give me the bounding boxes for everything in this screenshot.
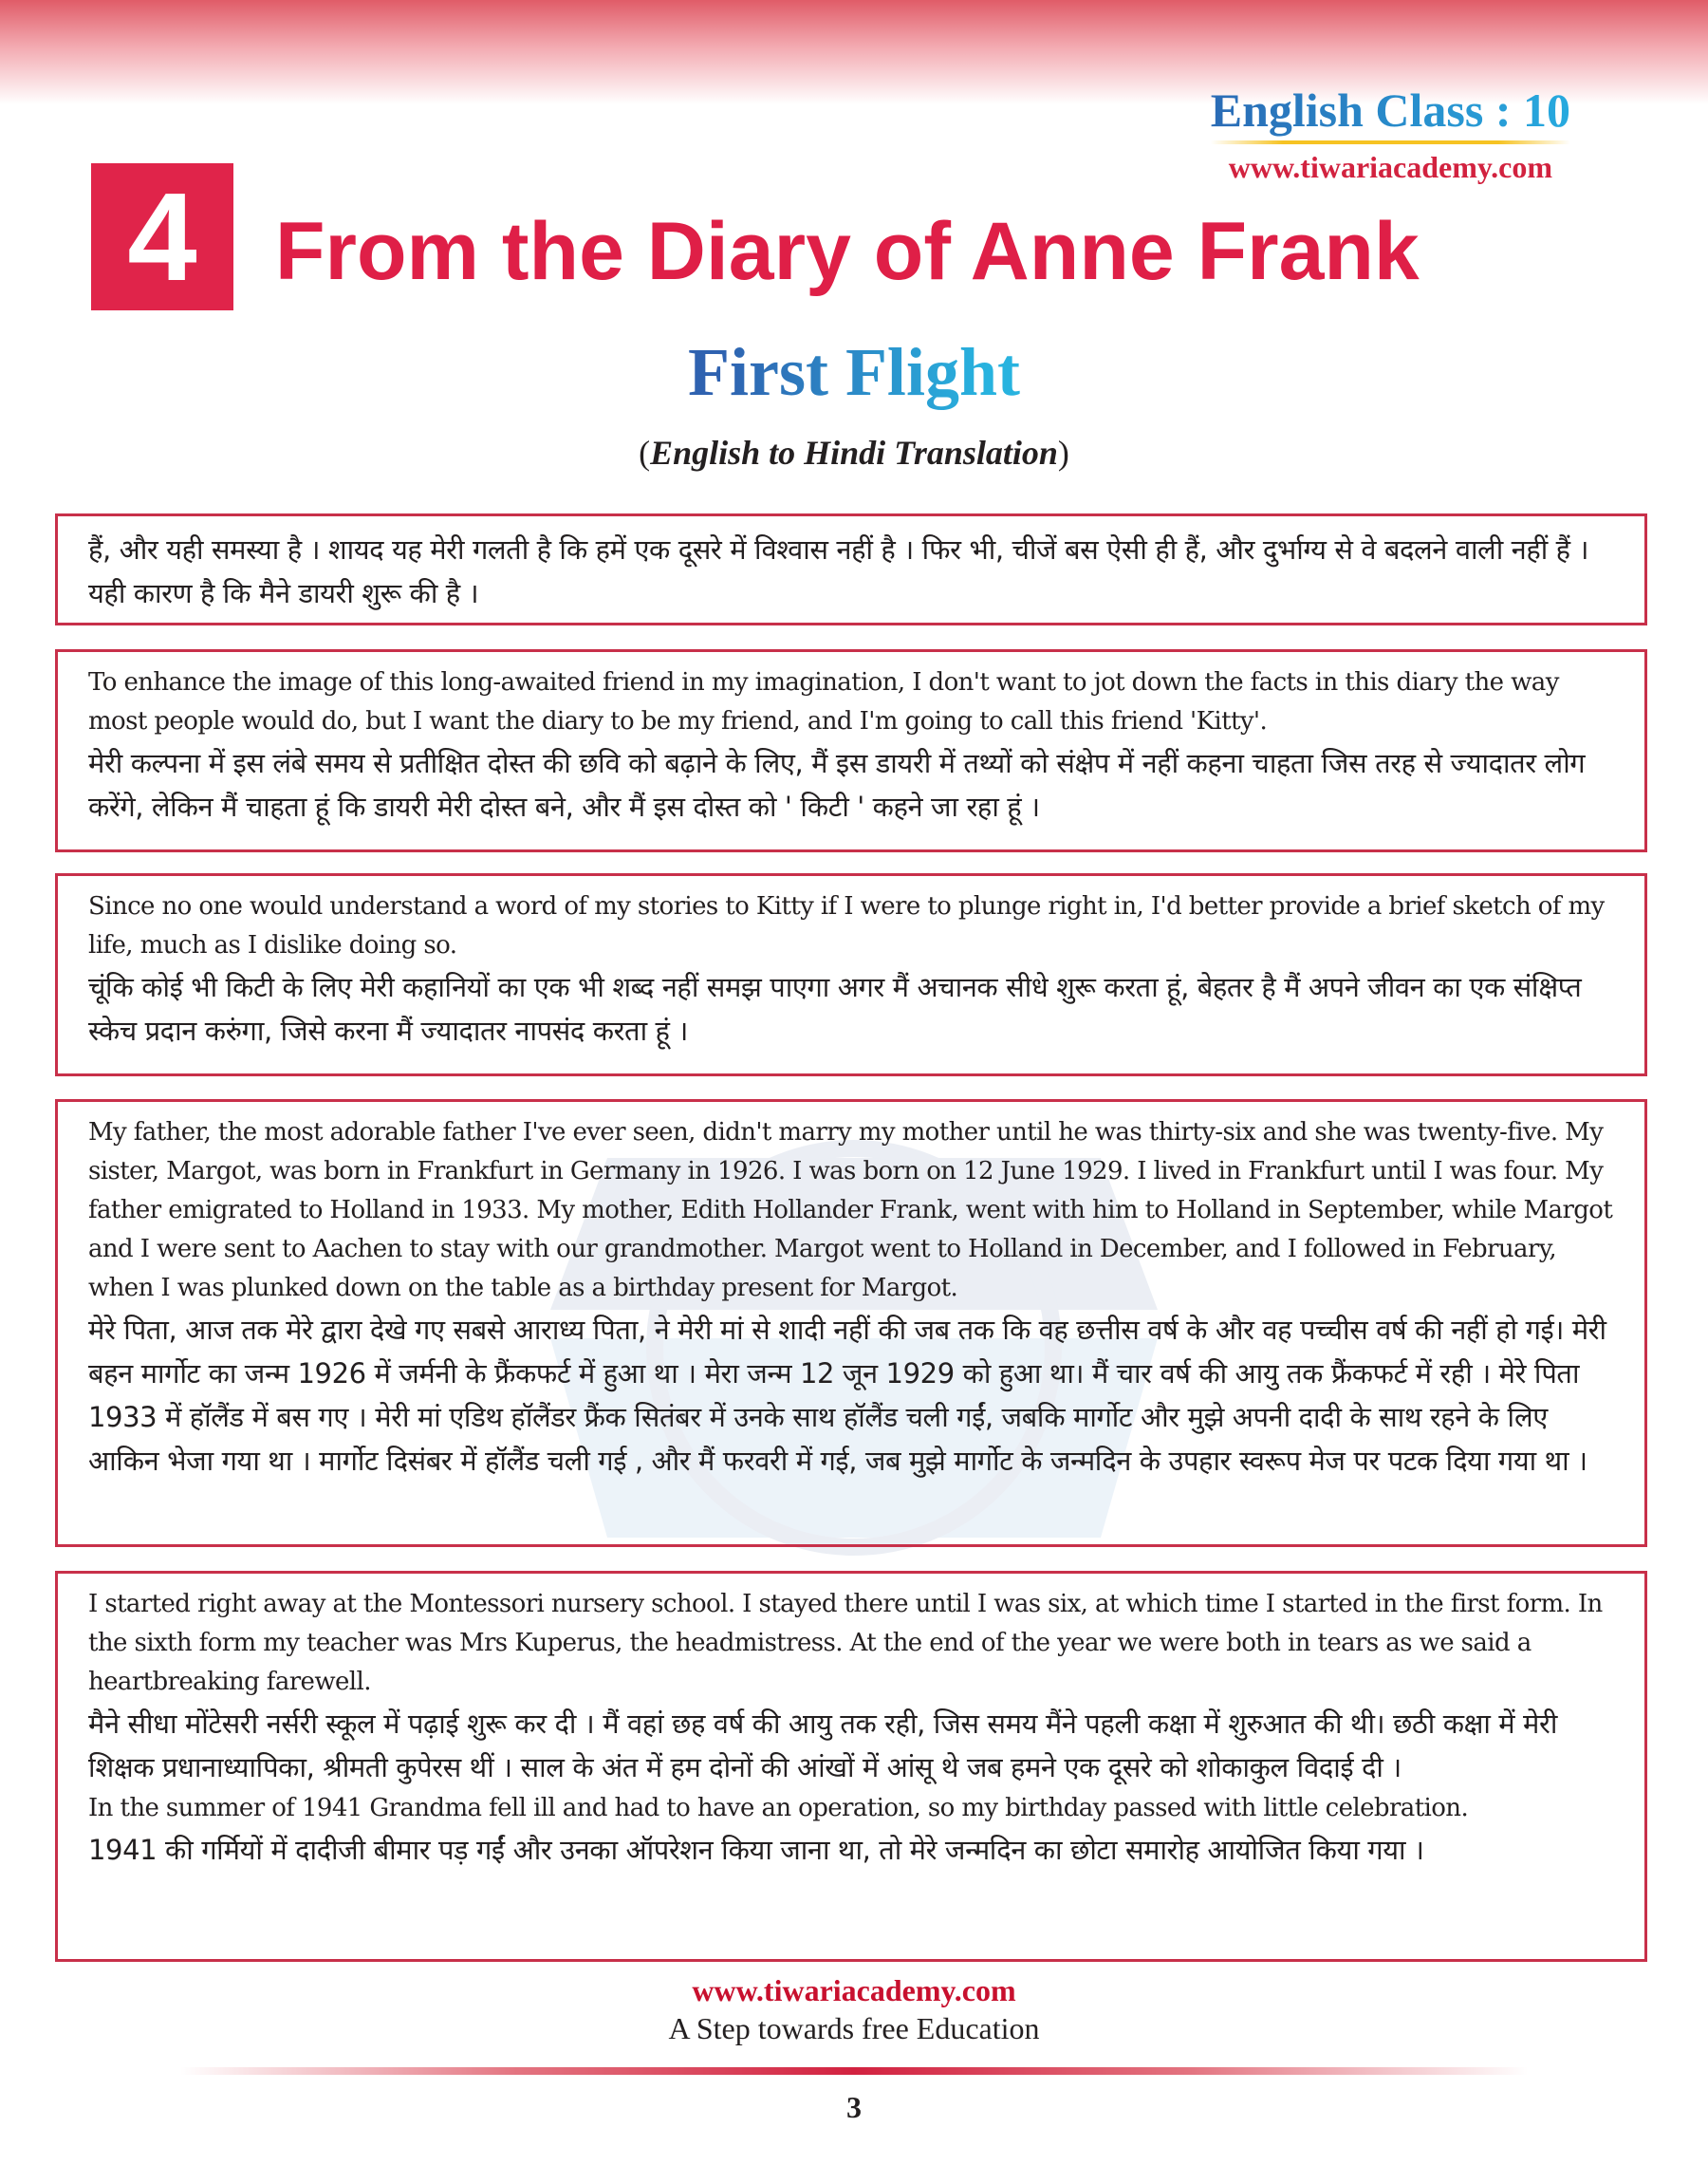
- translation-box-2: [55, 649, 1647, 852]
- subtitle-text: English to Hindi Translation: [650, 434, 1058, 472]
- footer-website-link[interactable]: www.tiwariacademy.com: [692, 1973, 1016, 2007]
- subtitle-open-paren: (: [639, 434, 651, 472]
- chapter-number-badge: 4: [91, 163, 233, 310]
- english-paragraph: Since no one would understand a word of my stories to Kitty if I were to plunge right in, I'd better provide a brief sketch of my life, much as I dislike doing so.: [88, 892, 1605, 960]
- hindi-paragraph: हैं, और यही समस्या है । शायद यह मेरी गलती है कि हमें एक दूसरे में विश्वास नहीं है । फिर भी, चीजें बस ऐसी ही हैं, और दुर्भाग्य से वे बदलने वाली नहीं हैं । यही कारण है कि मैने डायरी शुरू की है ।: [88, 533, 1589, 609]
- hindi-paragraph: मेरे पिता, आज तक मेरे द्वारा देखे गए सबसे आराध्य पिता, ने मेरी मां से शादी नहीं की जब तक कि वह छत्तीस वर्ष के और वह पच्चीस वर्ष की नहीं हो गई। मेरी बहन मार्गोट का जन्म 1926 में जर्मनी के फ्रैंकफर्ट में हुआ था । मेरा जन्म 12 जून 1929 को हुआ था। मैं चार वर्ष की आयु तक फ्रैंकफर्ट में रही । मेरे पिता 1933 में हॉलैंड में बस गए । मेरी मां एडिथ हॉलैंडर फ्रैंक सितंबर में उनके साथ हॉलैंड चली गईं, जबकि मार्गोट और मुझे अपनी दादी के साथ रहने के लिए आकिन भेजा गया था । मार्गोट दिसंबर में हॉलैंड चली गई , और मैं फरवरी में गई, जब मुझे मार्गोट के जन्मदिन के उपहार स्वरूप मेज पर पटक दिया गया था ।: [88, 1314, 1606, 1477]
- book-title: [0, 332, 1708, 412]
- brand-divider: [1211, 140, 1570, 144]
- page-number: 3: [846, 2090, 862, 2124]
- header-website-link[interactable]: www.tiwariacademy.com: [1228, 150, 1552, 184]
- english-paragraph: I started right away at the Montessori nursery school. I stayed there until I was six, at which time I started in the first form. In the sixth form my teacher was Mrs Kuperus, the headmistress. At the end of the year we were both in tears as we said a heartbreaking farewell.: [88, 1590, 1603, 1696]
- english-paragraph: My father, the most adorable father I've ever seen, didn't marry my mother until he was thirty-six and she was twenty-five. My sister, Margot, was born in Frankfurt in Germany in 1926. I was born on 12 June 1929. I lived in Frankfurt until I was four. My father emigrated to Holland in 1933. My mother, Edith Hollander Frank, went with him to Holland in September, while Margot and I were sent to Aachen to stay with our grandmother. Margot went to Holland in December, and I followed in February, when I was plunked down on the table as a birthday present for Margot.: [88, 1118, 1613, 1302]
- subtitle-close-paren: ): [1057, 434, 1069, 472]
- footer-tagline: A Step towards free Education: [668, 2011, 1040, 2045]
- book-title-text: First Flight: [688, 334, 1020, 410]
- subtitle: [0, 432, 1708, 474]
- brand-block: [1211, 84, 1570, 184]
- hindi-paragraph: मैने सीधा मोंटेसरी नर्सरी स्कूल में पढ़ाई शुरू कर दी । मैं वहां छह वर्ष की आयु तक रही, जिस समय मैंने पहली कक्षा में शुरुआत की थी। छठी कक्षा में मेरी शिक्षक प्रधानाध्यापिका, श्रीमती कुपेरस थीं । साल के अंत में हम दोनों की आंखों में आंसू थे जब हमने एक दूसरे को शोकाकुल विदाई दी ।: [88, 1707, 1557, 1783]
- english-paragraph: In the summer of 1941 Grandma fell ill and had to have an operation, so my birthday passed with little celebration.: [88, 1794, 1469, 1822]
- chapter-title: From the Diary of Anne Frank: [275, 206, 1420, 297]
- hindi-paragraph: 1941 की गर्मियों में दादीजी बीमार पड़ गईं और उनका ऑपरेशन किया जाना था, तो मेरे जन्मदिन का छोटा समारोह आयोजित किया गया ।: [88, 1834, 1424, 1866]
- hindi-paragraph: मेरी कल्पना में इस लंबे समय से प्रतीक्षित दोस्त की छवि को बढ़ाने के लिए, मैं इस डायरी में तथ्यों को संक्षेप में नहीं कहना चाहता जिस तरह से ज्यादातर लोग करेंगे, लेकिन मैं चाहता हूं कि डायरी मेरी दोस्त बने, और मैं इस दोस्त को ' किटी ' कहने जा रहा हूं ।: [88, 747, 1586, 823]
- translation-box-5: [55, 1571, 1647, 1962]
- translation-box-3: [55, 873, 1647, 1076]
- hindi-paragraph: चूंकि कोई भी किटी के लिए मेरी कहानियों का एक भी शब्द नहीं समझ पाएगा अगर मैं अचानक सीधे शुरू करता हूं, बेहतर है मैं अपने जीवन का एक संक्षिप्त स्केच प्रदान करुंगा, जिसे करना मैं ज्यादातर नापसंद करता हूं ।: [88, 971, 1582, 1047]
- class-label: English Class : 10: [1210, 84, 1570, 137]
- english-paragraph: To enhance the image of this long-awaited friend in my imagination, I don't want to jot down the facts in this diary the way most people would do, but I want the diary to be my friend, and I'm going to call this friend 'Kitty'.: [88, 668, 1559, 736]
- translation-box-4: [55, 1099, 1647, 1547]
- footer-divider: [180, 2067, 1528, 2075]
- translation-box-1: [55, 513, 1647, 625]
